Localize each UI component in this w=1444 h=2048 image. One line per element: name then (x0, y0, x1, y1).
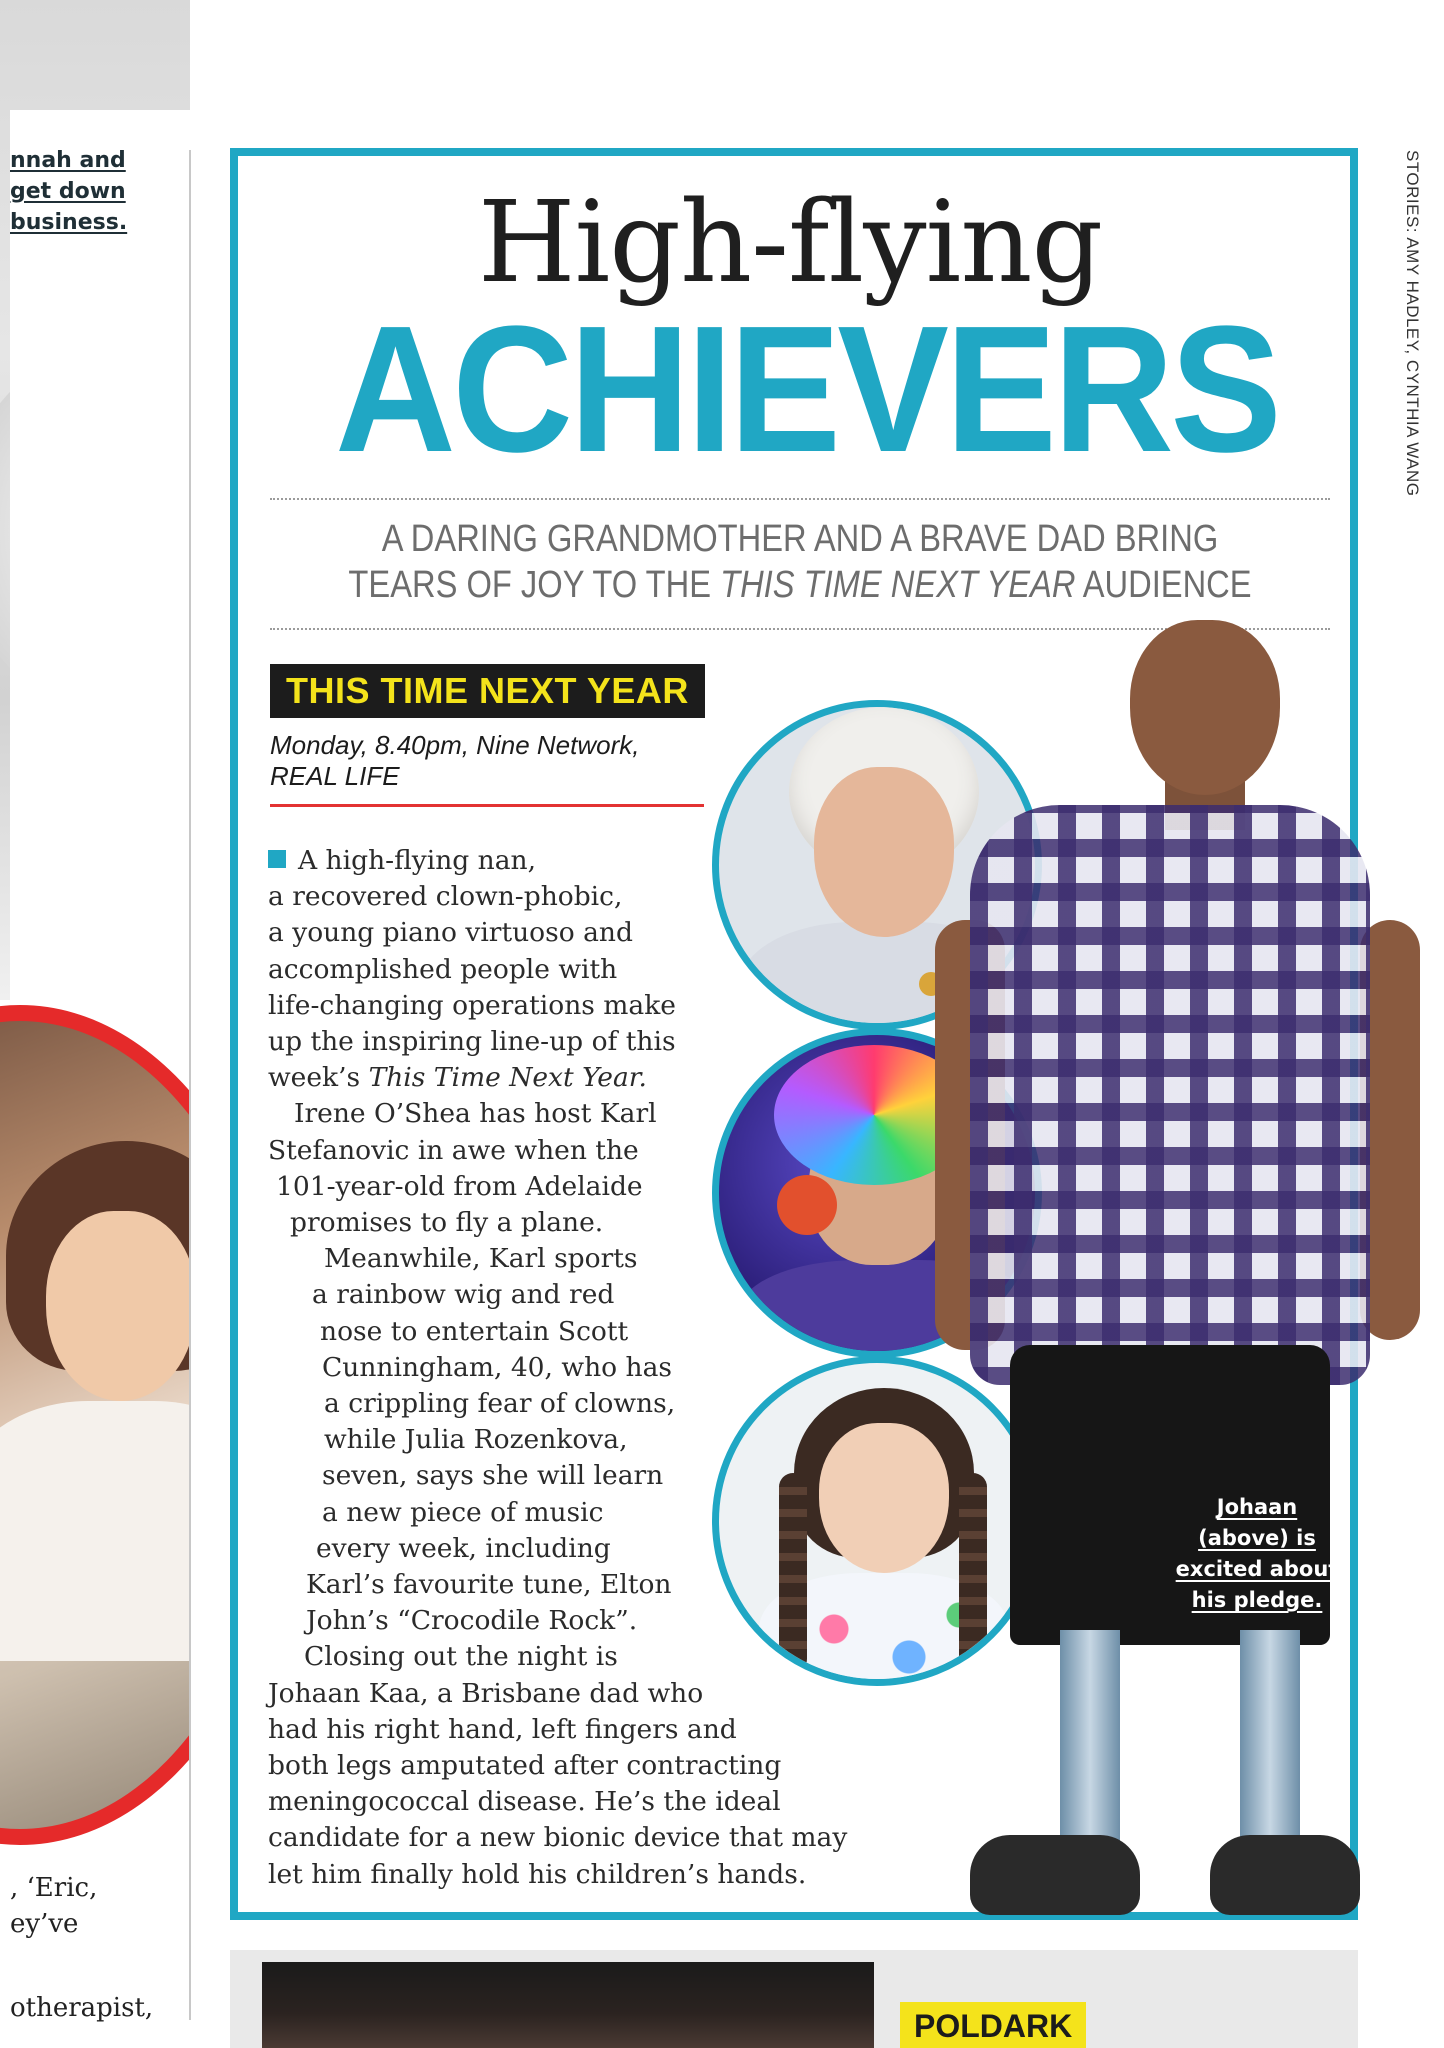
caption-line: his pledge. (1191, 1588, 1323, 1612)
photo-johaan (940, 620, 1380, 1950)
body-line: candidate for a new bionic device that may (268, 1822, 848, 1854)
standfirst-line-2 (344, 562, 1256, 608)
red-divider (270, 804, 704, 807)
dotted-rule-top (270, 498, 1330, 500)
johaan-shoe-left (970, 1835, 1140, 1915)
body-line-text: A high-flying nan, (298, 845, 537, 876)
body-line: a crippling fear of clowns, (324, 1388, 676, 1420)
byline: STORIES: AMY HADLEY, CYNTHIA WANG (1403, 150, 1422, 497)
body-line: meningococcal disease. He’s the ideal (268, 1786, 781, 1818)
body-line: Stefanovic in awe when the (268, 1134, 639, 1166)
body-line: Irene O’Shea has host Karl (294, 1098, 657, 1130)
previous-text-line: , ‘Eric, (10, 1873, 98, 1903)
previous-page-strip (0, 0, 190, 2048)
previous-page-panel (10, 110, 190, 1110)
johaan-prosthetic-left (1060, 1630, 1120, 1860)
standfirst-show-title: THIS TIME NEXT YEAR (720, 564, 1076, 606)
johaan-check-shirt (970, 805, 1370, 1385)
standfirst-suffix: AUDIENCE (1075, 564, 1252, 606)
standfirst-line-1: A DARING GRANDMOTHER AND A BRAVE DAD BRING (381, 518, 1219, 560)
standfirst (344, 516, 1256, 608)
body-line: had his right hand, left fingers and (268, 1713, 737, 1745)
standfirst-prefix: TEARS OF JOY TO THE (348, 564, 721, 606)
previous-text-gap (10, 1942, 180, 1990)
caption-line: (above) is (1198, 1526, 1316, 1550)
body-line: Meanwhile, Karl sports (324, 1243, 638, 1275)
previous-caption-line: get down (10, 179, 126, 204)
caption-line: excited about (1175, 1557, 1339, 1581)
photo-caption (1172, 1492, 1342, 1616)
body-line: a young piano virtuoso and (268, 917, 633, 949)
body-line: accomplished people with (268, 953, 618, 985)
johaan-head (1130, 620, 1280, 795)
girl-shirt-shape (0, 1401, 190, 1661)
page-gutter-rule (189, 150, 191, 2020)
previous-page-circle-photo (0, 1005, 190, 1845)
previous-text-line: otherapist, (10, 1993, 154, 2023)
johaan-shoe-right (1210, 1835, 1360, 1915)
body-line: seven, says she will learn (322, 1460, 664, 1492)
caption-line: Johaan (1216, 1495, 1298, 1519)
johaan-prosthetic-right (1240, 1630, 1300, 1860)
headline-main: ACHIEVERS (335, 289, 1279, 490)
previous-page-caption (10, 145, 140, 238)
body-line: promises to fly a plane. (290, 1207, 604, 1239)
body-line: nose to entertain Scott (320, 1315, 629, 1347)
body-line: let him finally hold his children’s hands. (268, 1858, 807, 1890)
body-line: Johaan Kaa, a Brisbane dad who (268, 1677, 704, 1709)
body-line: a recovered clown-phobic, (268, 881, 623, 913)
body-show-title: This Time Next Year. (368, 1062, 647, 1094)
previous-caption-line: business. (10, 210, 128, 235)
body-line: a rainbow wig and red (312, 1279, 615, 1311)
girl-face-shape (819, 1423, 949, 1573)
previous-page-text (10, 1870, 180, 2026)
headline-top: High-flying (477, 178, 1103, 308)
body-line: John’s “Crocodile Rock”. (306, 1605, 638, 1637)
body-line: a new piece of music (322, 1496, 604, 1528)
body-line: while Julia Rozenkova, (324, 1424, 628, 1456)
girl-braid-left (779, 1473, 807, 1673)
previous-caption-line: nnah and (10, 148, 126, 173)
nan-face-shape (814, 767, 954, 937)
body-line: 101-year-old from Adelaide (276, 1170, 643, 1202)
body-line: Cunningham, 40, who has (322, 1351, 672, 1383)
next-article-photo (262, 1962, 874, 2048)
body-line: every week, including (316, 1532, 611, 1564)
show-title-label: THIS TIME NEXT YEAR (270, 664, 705, 718)
body-line: Karl’s favourite tune, Elton (306, 1569, 672, 1601)
body-line: both legs amputated after contracting (268, 1750, 782, 1782)
body-line: Closing out the night is (304, 1641, 618, 1673)
show-schedule: Monday, 8.40pm, Nine Network, (270, 730, 640, 760)
show-genre: REAL LIFE (270, 761, 400, 791)
girl-face-shape (46, 1211, 190, 1401)
red-nose-icon (777, 1175, 837, 1235)
body-line: life-changing operations make (268, 989, 676, 1021)
paragraph-bullet-icon (268, 850, 286, 868)
body-line-text: week’s (268, 1062, 369, 1094)
next-show-label: POLDARK (900, 2002, 1086, 2048)
previous-text-line: ey’ve (10, 1909, 79, 1939)
show-meta (270, 730, 710, 792)
body-line: up the inspiring line-up of this (268, 1026, 676, 1058)
